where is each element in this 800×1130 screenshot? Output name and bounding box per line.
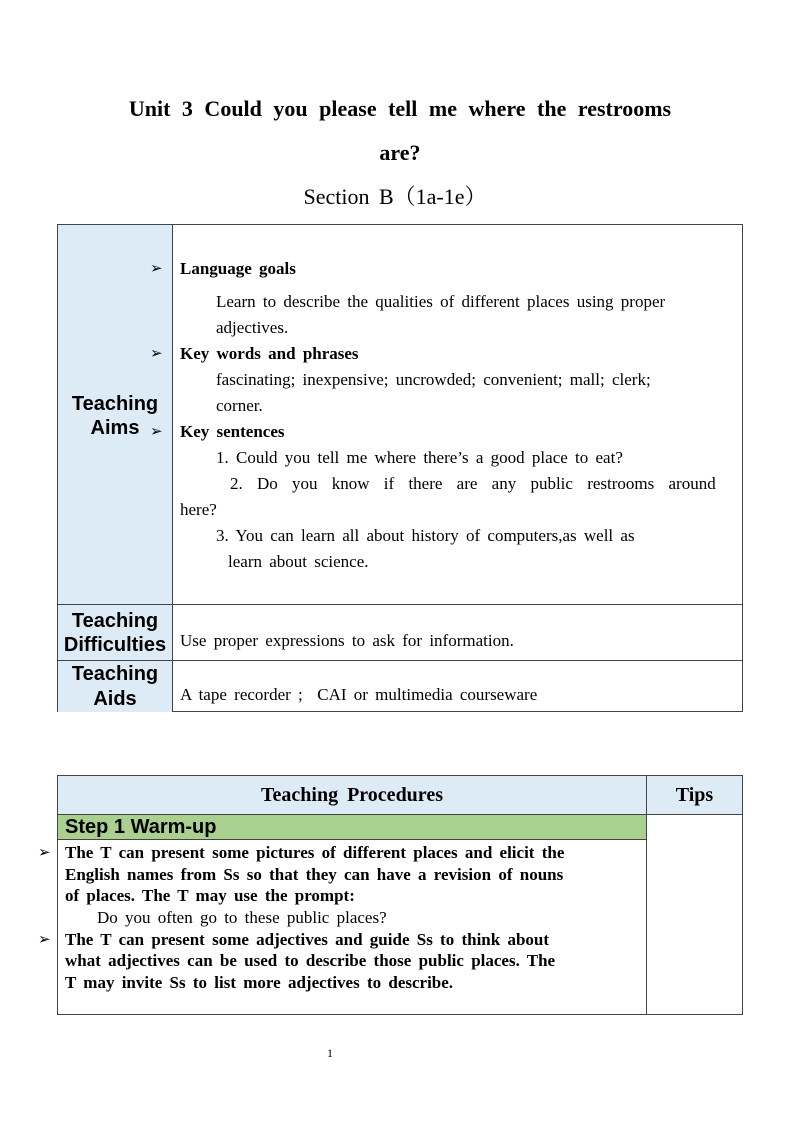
title-line-1: Unit 3 Could you please tell me where the restrooms bbox=[128, 96, 672, 121]
difficulties-header-line2: Difficulties bbox=[63, 634, 167, 656]
difficulties-text: Use proper expressions to ask for information. bbox=[180, 631, 514, 650]
procedure-item-1-line2: English names from Ss so that they can have a revision of nouns bbox=[65, 865, 564, 884]
tips-header: Tips bbox=[675, 784, 714, 806]
procedure-item-1-line3: of places. The T may use the prompt: bbox=[65, 886, 355, 905]
aids-header-line1: Teaching bbox=[71, 663, 159, 685]
page-number: 1 bbox=[327, 1046, 333, 1060]
bullet-arrow-icon: ➢ bbox=[38, 843, 51, 861]
bullet-arrow-icon: ➢ bbox=[38, 930, 51, 948]
aids-header-line2: Aids bbox=[93, 688, 137, 710]
difficulties-header-cell bbox=[58, 605, 173, 661]
aids-header-cell bbox=[58, 661, 173, 712]
bullet-arrow-icon: ➢ bbox=[150, 259, 163, 277]
procedures-header-row bbox=[58, 776, 742, 815]
procedure-item-2-line2: what adjectives can be used to describe those public places. The bbox=[65, 951, 556, 970]
language-goals-title: Language goals bbox=[180, 259, 296, 278]
key-sentences-title: Key sentences bbox=[180, 422, 285, 441]
key-sentence-3-cont: learn about science. bbox=[228, 552, 369, 571]
bullet-arrow-icon: ➢ bbox=[150, 422, 163, 440]
key-words-text-2: corner. bbox=[216, 396, 263, 415]
language-goals-text: Learn to describe the qualities of different places using proper bbox=[216, 292, 666, 311]
difficulties-header-line1: Teaching bbox=[71, 610, 159, 632]
bullet-arrow-icon: ➢ bbox=[150, 344, 163, 362]
key-sentence-2: 2. Do you know if there are any public restrooms around bbox=[230, 474, 716, 493]
objectives-table bbox=[57, 224, 743, 712]
key-sentence-2-cont: here? bbox=[180, 500, 217, 519]
aims-header-line1: Teaching bbox=[71, 393, 159, 415]
key-words-title: Key words and phrases bbox=[180, 344, 359, 363]
procedure-item-2-line3: T may invite Ss to list more adjectives to describe. bbox=[65, 973, 454, 992]
language-goals-text-2: adjectives. bbox=[216, 318, 289, 337]
aims-header-cell bbox=[58, 225, 173, 604]
column-divider bbox=[646, 776, 647, 1014]
key-words-text: fascinating; inexpensive; uncrowded; convenient; mall; clerk; bbox=[216, 370, 651, 389]
key-sentence-1: 1. Could you tell me where there’s a good place to eat? bbox=[216, 448, 623, 467]
procedure-item-1-line1: The T can present some pictures of different places and elicit the bbox=[65, 843, 565, 862]
step-1-banner bbox=[58, 815, 646, 840]
procedures-header: Teaching Procedures bbox=[261, 784, 443, 806]
procedure-prompt: Do you often go to these public places? bbox=[97, 908, 387, 927]
step-1-title: Step 1 Warm-up bbox=[65, 816, 217, 838]
title-line-2: are? bbox=[379, 140, 421, 165]
aims-header-line2: Aims bbox=[90, 417, 140, 439]
procedure-item-2-line1: The T can present some adjectives and guide Ss to think about bbox=[65, 930, 550, 949]
section-subtitle: Section B（1a-1e） bbox=[303, 184, 487, 209]
aids-text: A tape recorder ; CAI or multimedia courseware bbox=[180, 685, 538, 704]
key-sentence-3: 3. You can learn all about history of computers,as well as bbox=[216, 526, 635, 545]
difficulties-row bbox=[58, 604, 742, 661]
aids-row bbox=[58, 660, 742, 712]
aims-row bbox=[58, 225, 742, 604]
